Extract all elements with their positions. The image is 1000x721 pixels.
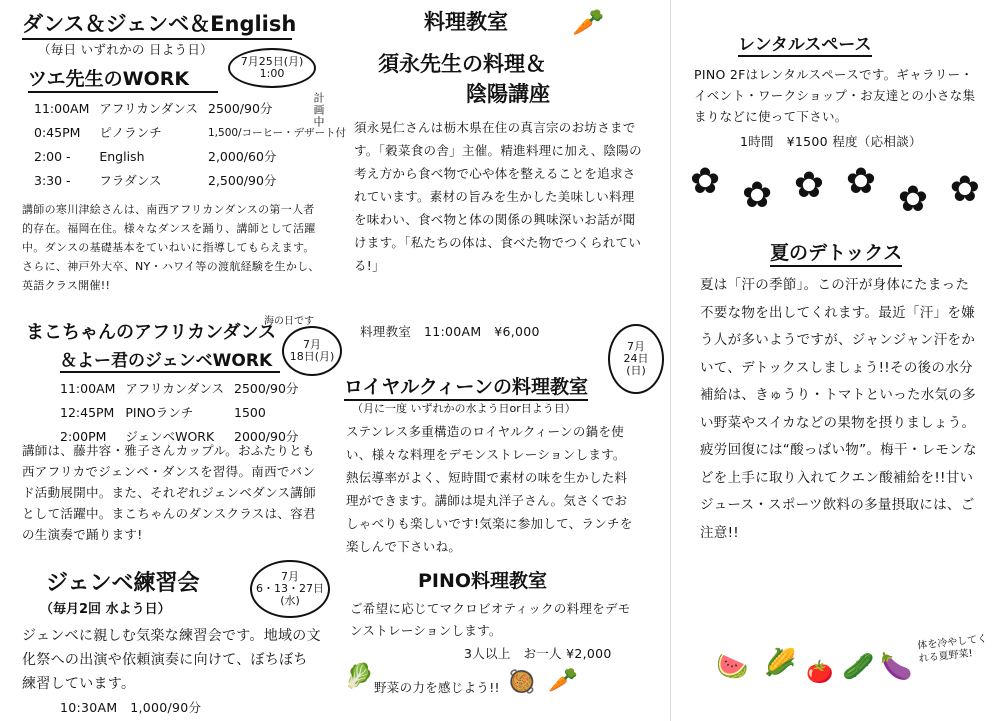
djembe-body: ジェンベに親しむ気楽な練習会です。地域の文化祭への出演や依頼演奏に向けて、ぼちぼち練習しています。 bbox=[22, 628, 321, 692]
makochan-schedule bbox=[60, 376, 308, 448]
activity: PINOランチ bbox=[125, 405, 194, 420]
umi-no-hi-note: 海の日です bbox=[264, 316, 314, 327]
table-row bbox=[34, 96, 356, 120]
activity: ジェンベWORK bbox=[125, 429, 215, 444]
time: 11:00AM bbox=[34, 100, 90, 116]
activity: アフリカンダンス bbox=[99, 101, 198, 116]
makochan-title-1: まこちゃんのアフリカンダンス bbox=[26, 322, 277, 343]
fold-line bbox=[670, 0, 671, 721]
cucumber-icon: 🥒 bbox=[842, 652, 875, 682]
rental-price: 1時間 ¥1500 程度（応相談） bbox=[740, 134, 922, 149]
dance-body: 講師の寒川津絵さんは、南西アフリカンダンスの第一人者的存在。福岡在住。様々なダンスを踊り、講師として活躍中。ダンスの基礎基本をていねいに指導してもらえます。さらに、神戸外大卒、NY・ハワイ等の渡航経験を生かし、英語クラス開催!! bbox=[22, 203, 320, 292]
makochan-title-2: ＆よー君のジェンベWORK bbox=[60, 346, 280, 373]
time: 11:00AM bbox=[60, 380, 116, 396]
watermelon-icon: 🍉 bbox=[716, 652, 749, 682]
djembe-time: 10:30AM 1,000/90分 bbox=[60, 700, 202, 715]
vegetables-icon: 🥕 bbox=[572, 8, 605, 38]
flower-icon: ✿ bbox=[793, 165, 825, 206]
pino-price: 3人以上 お一人 ¥2,000 bbox=[464, 646, 612, 661]
detox-body: 夏は「汗の季節」。この汗が身体にたまった不要な物を出してくれます。最近「汗」を嫌う人が多いようですが、ジャンジャン汗をかいて、デトックスしましょう!!その後の水分補給は、きゅうり・トマトといった水気の多い野菜やスイカなどの果物を摂りましょう。疲労回復には“酸っぱい物”。梅干・レモンなどを上手に取り入れてクエン酸補給を!!甘いジュース・スポーツ飲料の多量摂取には、ご注意!! bbox=[700, 277, 977, 541]
bubble-line: 24日 bbox=[623, 352, 649, 365]
carrot-icon: 🥕 bbox=[548, 666, 578, 694]
royal-body: ステンレス多重構造のロイヤルクィーンの鍋を使い、様々な料理をデモンストレーションします。熱伝導率がよく、短時間で素材の味を生かした料理ができます。講師は堤丸洋子さん。気さくでおしゃべりも楽しいです!気楽に参加して、ランチを楽しんで下さいね。 bbox=[346, 424, 633, 554]
price: 2500/90分 bbox=[208, 101, 273, 116]
table-row bbox=[34, 144, 356, 168]
table-row bbox=[34, 120, 356, 144]
dance-title: ダンス＆ジェンベ＆English bbox=[22, 8, 292, 40]
table-row bbox=[34, 168, 356, 192]
bubble-line: 7月25日(月) bbox=[240, 55, 304, 68]
corn-icon: 🌽 bbox=[764, 648, 797, 678]
sunaga-title-1: 須永先生の料理＆ bbox=[378, 52, 546, 76]
royal-subtitle: （月に一度 いずれかの水よう日or日よう日） bbox=[352, 402, 576, 415]
sunaga-time: 料理教室 11:00AM ¥6,000 bbox=[360, 324, 540, 339]
dance-subtitle: （毎日 いずれかの 日よう日） bbox=[38, 42, 213, 57]
activity: フラダンス bbox=[99, 173, 162, 188]
date-bubble-jul25 bbox=[228, 48, 316, 88]
price: 1500 bbox=[234, 404, 266, 420]
table-row bbox=[60, 376, 308, 400]
flowers-row bbox=[690, 161, 980, 220]
price: 1,500/コーヒー・デザート付 bbox=[208, 126, 347, 139]
activity: English bbox=[99, 148, 145, 164]
royal-title: ロイヤルクィーンの料理教室 bbox=[344, 372, 588, 401]
flower-icon: ✿ bbox=[949, 169, 980, 210]
activity: ピノランチ bbox=[99, 125, 162, 140]
djembe-title: ジェンベ練習会 bbox=[46, 571, 200, 596]
cooking-header: 料理教室 bbox=[424, 10, 508, 34]
rental-title: レンタルスペース bbox=[738, 30, 872, 57]
bubble-line: 6・13・27日 bbox=[256, 582, 324, 595]
activity: アフリカンダンス bbox=[125, 381, 224, 396]
bubble-line: 7月 bbox=[303, 338, 321, 351]
table-row bbox=[60, 400, 308, 424]
price: 2,000/60分 bbox=[208, 149, 277, 164]
djembe-subtitle: （毎月2回 水よう日） bbox=[40, 602, 171, 617]
flower-icon: ✿ bbox=[845, 161, 877, 202]
pot-icon: 🥘 bbox=[508, 670, 536, 695]
time: 0:45PM bbox=[34, 124, 81, 140]
rental-body: PINO 2Fはレンタルスペースです。ギャラリー・イベント・ワークショップ・お友達との小さな集まりなどに使って下さい。 bbox=[694, 67, 976, 124]
bubble-line: 1:00 bbox=[259, 67, 285, 80]
flower-icon: ✿ bbox=[690, 161, 721, 202]
price: 2000/90分 bbox=[234, 429, 299, 444]
date-bubble-jul18 bbox=[282, 326, 342, 376]
date-bubble-jul24 bbox=[608, 324, 664, 394]
date-bubble-jul-wed bbox=[250, 560, 330, 618]
dance-schedule bbox=[34, 96, 356, 192]
flower-icon: ✿ bbox=[741, 175, 773, 216]
sunaga-title-2: 陰陽講座 bbox=[466, 82, 550, 106]
time: 12:45PM bbox=[60, 404, 115, 420]
leaf-icon: 🥬 bbox=[344, 662, 374, 690]
bubble-line: 18日(月) bbox=[289, 350, 335, 363]
tomato-icon: 🍅 bbox=[806, 660, 834, 685]
eggplant-icon: 🍆 bbox=[880, 652, 913, 682]
price: 2500/90分 bbox=[234, 381, 299, 396]
bubble-line: 7月 bbox=[627, 340, 645, 353]
tsue-work-title: ツエ先生のWORK bbox=[28, 64, 218, 93]
flower-icon: ✿ bbox=[897, 179, 928, 220]
bubble-line: (水) bbox=[280, 594, 300, 607]
summer-veg-note: 体を冷やしてくれる夏野菜! bbox=[916, 633, 988, 665]
time: 2:00PM bbox=[60, 428, 107, 444]
pino-footer: 野菜の力を感じよう!! bbox=[374, 680, 500, 695]
sunaga-body: 須永晃仁さんは栃木県在住の真言宗のお坊さまです。「穀菜食の舎」主催。精進料理に加え、陰陽の考え方から食べ物で心や体を整えることを追求されています。素材の旨みを生かした美味しい料理を味わい、食べ物と体の関係の興味深いお話が聞けます。「私たちの体は、食べた物でつくられている!」 bbox=[354, 120, 642, 273]
time: 3:30 - bbox=[34, 172, 71, 188]
pino-cooking-body: ご希望に応じてマクロビオティックの料理をデモンストレーションします。 bbox=[350, 601, 631, 638]
price: 2,500/90分 bbox=[208, 173, 277, 188]
time: 2:00 - bbox=[34, 148, 71, 164]
bubble-line: (日) bbox=[626, 364, 646, 377]
pino-cooking-title: PINO料理教室 bbox=[418, 570, 548, 592]
detox-title: 夏のデトックス bbox=[770, 238, 902, 267]
bubble-line: 7月 bbox=[281, 570, 299, 583]
planning-note: 計画中 bbox=[312, 92, 325, 128]
makochan-body: 講師は、藤井容・雅子さんカップル。おふたりとも西アフリカでジェンベ・ダンスを習得。南西でバンド活動展開中。また、それぞれジェンベダンス講師として活躍中。まこちゃんのダンスクラスは、容君の生演奏で踊ります! bbox=[22, 443, 316, 542]
